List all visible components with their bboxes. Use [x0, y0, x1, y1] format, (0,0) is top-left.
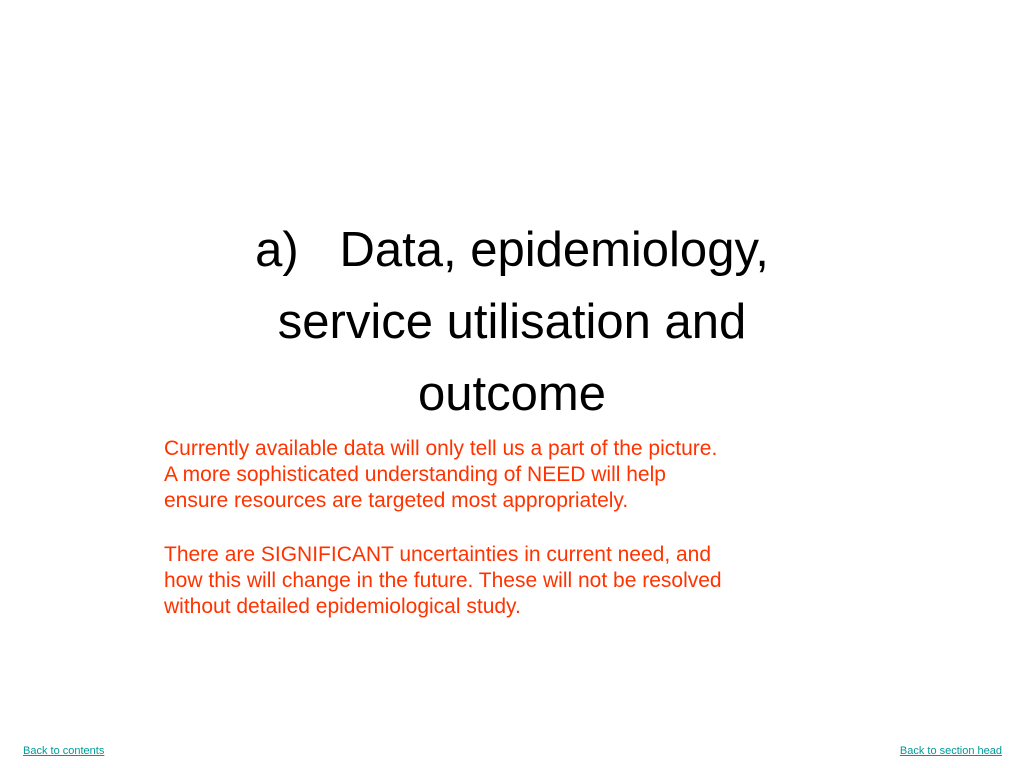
body-line: ensure resources are targeted most appropriately.	[164, 489, 629, 512]
back-to-section-head-link[interactable]: Back to section head	[899, 745, 1002, 757]
title-line: a) Data, epidemiology,	[255, 223, 769, 277]
slide-title	[150, 214, 874, 430]
body-line: without detailed epidemiological study.	[164, 595, 521, 618]
body-line: how this will change in the future. These will not be resolved	[164, 569, 722, 592]
body-line: There are SIGNIFICANT uncertainties in current need, and	[164, 543, 712, 566]
body-line: A more sophisticated understanding of NEED will help	[164, 463, 666, 486]
back-to-contents-link[interactable]: Back to contents	[23, 745, 105, 757]
body-paragraph-uncertainties	[164, 542, 864, 620]
body-line: Currently available data will only tell us a part of the picture.	[164, 437, 718, 460]
title-line: service utilisation and	[277, 295, 747, 349]
slide-body	[164, 436, 864, 648]
body-paragraph-data-availability	[164, 436, 864, 514]
title-line: outcome	[418, 367, 606, 421]
